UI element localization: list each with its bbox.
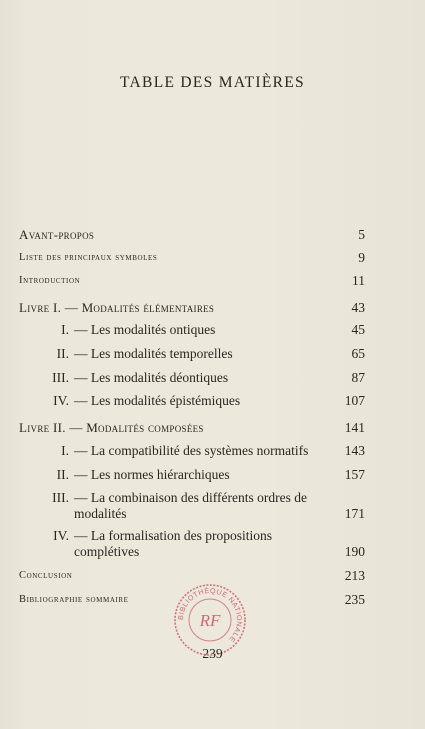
toc-page-number: 157 bbox=[344, 467, 365, 482]
toc-entry-label: La compatibilité des systèmes normatifs bbox=[90, 443, 309, 458]
toc-page-number: 143 bbox=[344, 443, 365, 458]
toc-entry-label: Les modalités déontiques bbox=[90, 370, 229, 385]
toc-page-number: 45 bbox=[351, 322, 365, 337]
stamp-text: BIBLIOTHÈQUE NATIONALE bbox=[175, 585, 245, 645]
toc-entry-avant-propos bbox=[19, 227, 365, 243]
toc-page-number: 171 bbox=[344, 506, 365, 521]
toc-entry-label: La formalisation des propositions complétives bbox=[74, 528, 272, 559]
toc-entry-label: Les modalités temporelles bbox=[90, 346, 233, 361]
toc-subentry: I. — La compatibilité des systèmes normatifs 143 bbox=[19, 443, 365, 459]
toc-subentry: I. — Les modalités ontiques 45 bbox=[19, 322, 365, 338]
toc-entry-label: Avant-propos bbox=[19, 227, 95, 242]
toc-subentry-numeral: IV. bbox=[53, 528, 69, 543]
toc-subentry-numeral: III. bbox=[52, 370, 69, 385]
toc-entry-label: Les normes hiérarchiques bbox=[90, 467, 230, 482]
toc-entry-label: La combinaison des différents ordres de modalités bbox=[74, 490, 307, 521]
toc-page-number: 65 bbox=[351, 346, 365, 361]
toc-subentry-numeral: IV. bbox=[53, 393, 69, 408]
toc-entry-liste-symboles bbox=[19, 250, 365, 266]
toc-subentry-numeral: III. bbox=[52, 490, 69, 505]
toc-entry-label: Livre I. — Modalités élémentaires bbox=[19, 300, 215, 315]
toc-entry-label: Liste des principaux symboles bbox=[19, 252, 158, 263]
toc-entry-livre-1 bbox=[19, 300, 365, 316]
toc-subentry-numeral: II. bbox=[56, 346, 69, 361]
toc-subentry-numeral: I. bbox=[61, 443, 69, 458]
toc-subentry-numeral: I. bbox=[61, 322, 69, 337]
page-folio: 239 bbox=[202, 646, 223, 661]
toc-subentry: II. — Les modalités temporelles 65 bbox=[19, 346, 365, 362]
toc-page-number: 9 bbox=[358, 250, 365, 265]
toc-entry-label: Introduction bbox=[19, 275, 81, 286]
toc-subentry: IV. — Les modalités épistémiques 107 bbox=[19, 393, 365, 409]
toc-subentry: III. — La combinaison des différents ordres de modalités 171 bbox=[19, 490, 365, 522]
toc-subentry: IV. — La formalisation des propositions complétives 190 bbox=[19, 528, 365, 560]
toc-entry-label: Les modalités épistémiques bbox=[90, 393, 241, 408]
toc-subentry: II. — Les normes hiérarchiques 157 bbox=[19, 467, 365, 483]
toc-page-number: 235 bbox=[344, 592, 365, 607]
toc-page-number: 11 bbox=[352, 273, 365, 288]
toc-subentry: III. — Les modalités déontiques 87 bbox=[19, 370, 365, 386]
toc-page-number: 190 bbox=[344, 544, 365, 559]
toc-page-number: 141 bbox=[344, 420, 365, 435]
toc-page-number: 87 bbox=[351, 370, 365, 385]
toc-entry-introduction bbox=[19, 273, 365, 289]
toc-page-number: 107 bbox=[344, 393, 365, 408]
stamp-monogram: RF bbox=[199, 611, 221, 630]
toc-subentry-numeral: II. bbox=[56, 467, 69, 482]
toc-entry-label: Les modalités ontiques bbox=[90, 322, 216, 337]
toc-page-number: 5 bbox=[358, 227, 365, 242]
toc-entry-livre-2 bbox=[19, 420, 365, 436]
toc-entry-label: Conclusion bbox=[19, 570, 73, 581]
page-title: TABLE DES MATIÈRES bbox=[120, 74, 305, 91]
toc-entry-label: Bibliographie sommaire bbox=[19, 594, 129, 605]
toc-entry-label: Livre II. — Modalités composées bbox=[19, 420, 204, 435]
toc-page-number: 213 bbox=[344, 568, 365, 583]
toc-page-number: 43 bbox=[351, 300, 365, 315]
